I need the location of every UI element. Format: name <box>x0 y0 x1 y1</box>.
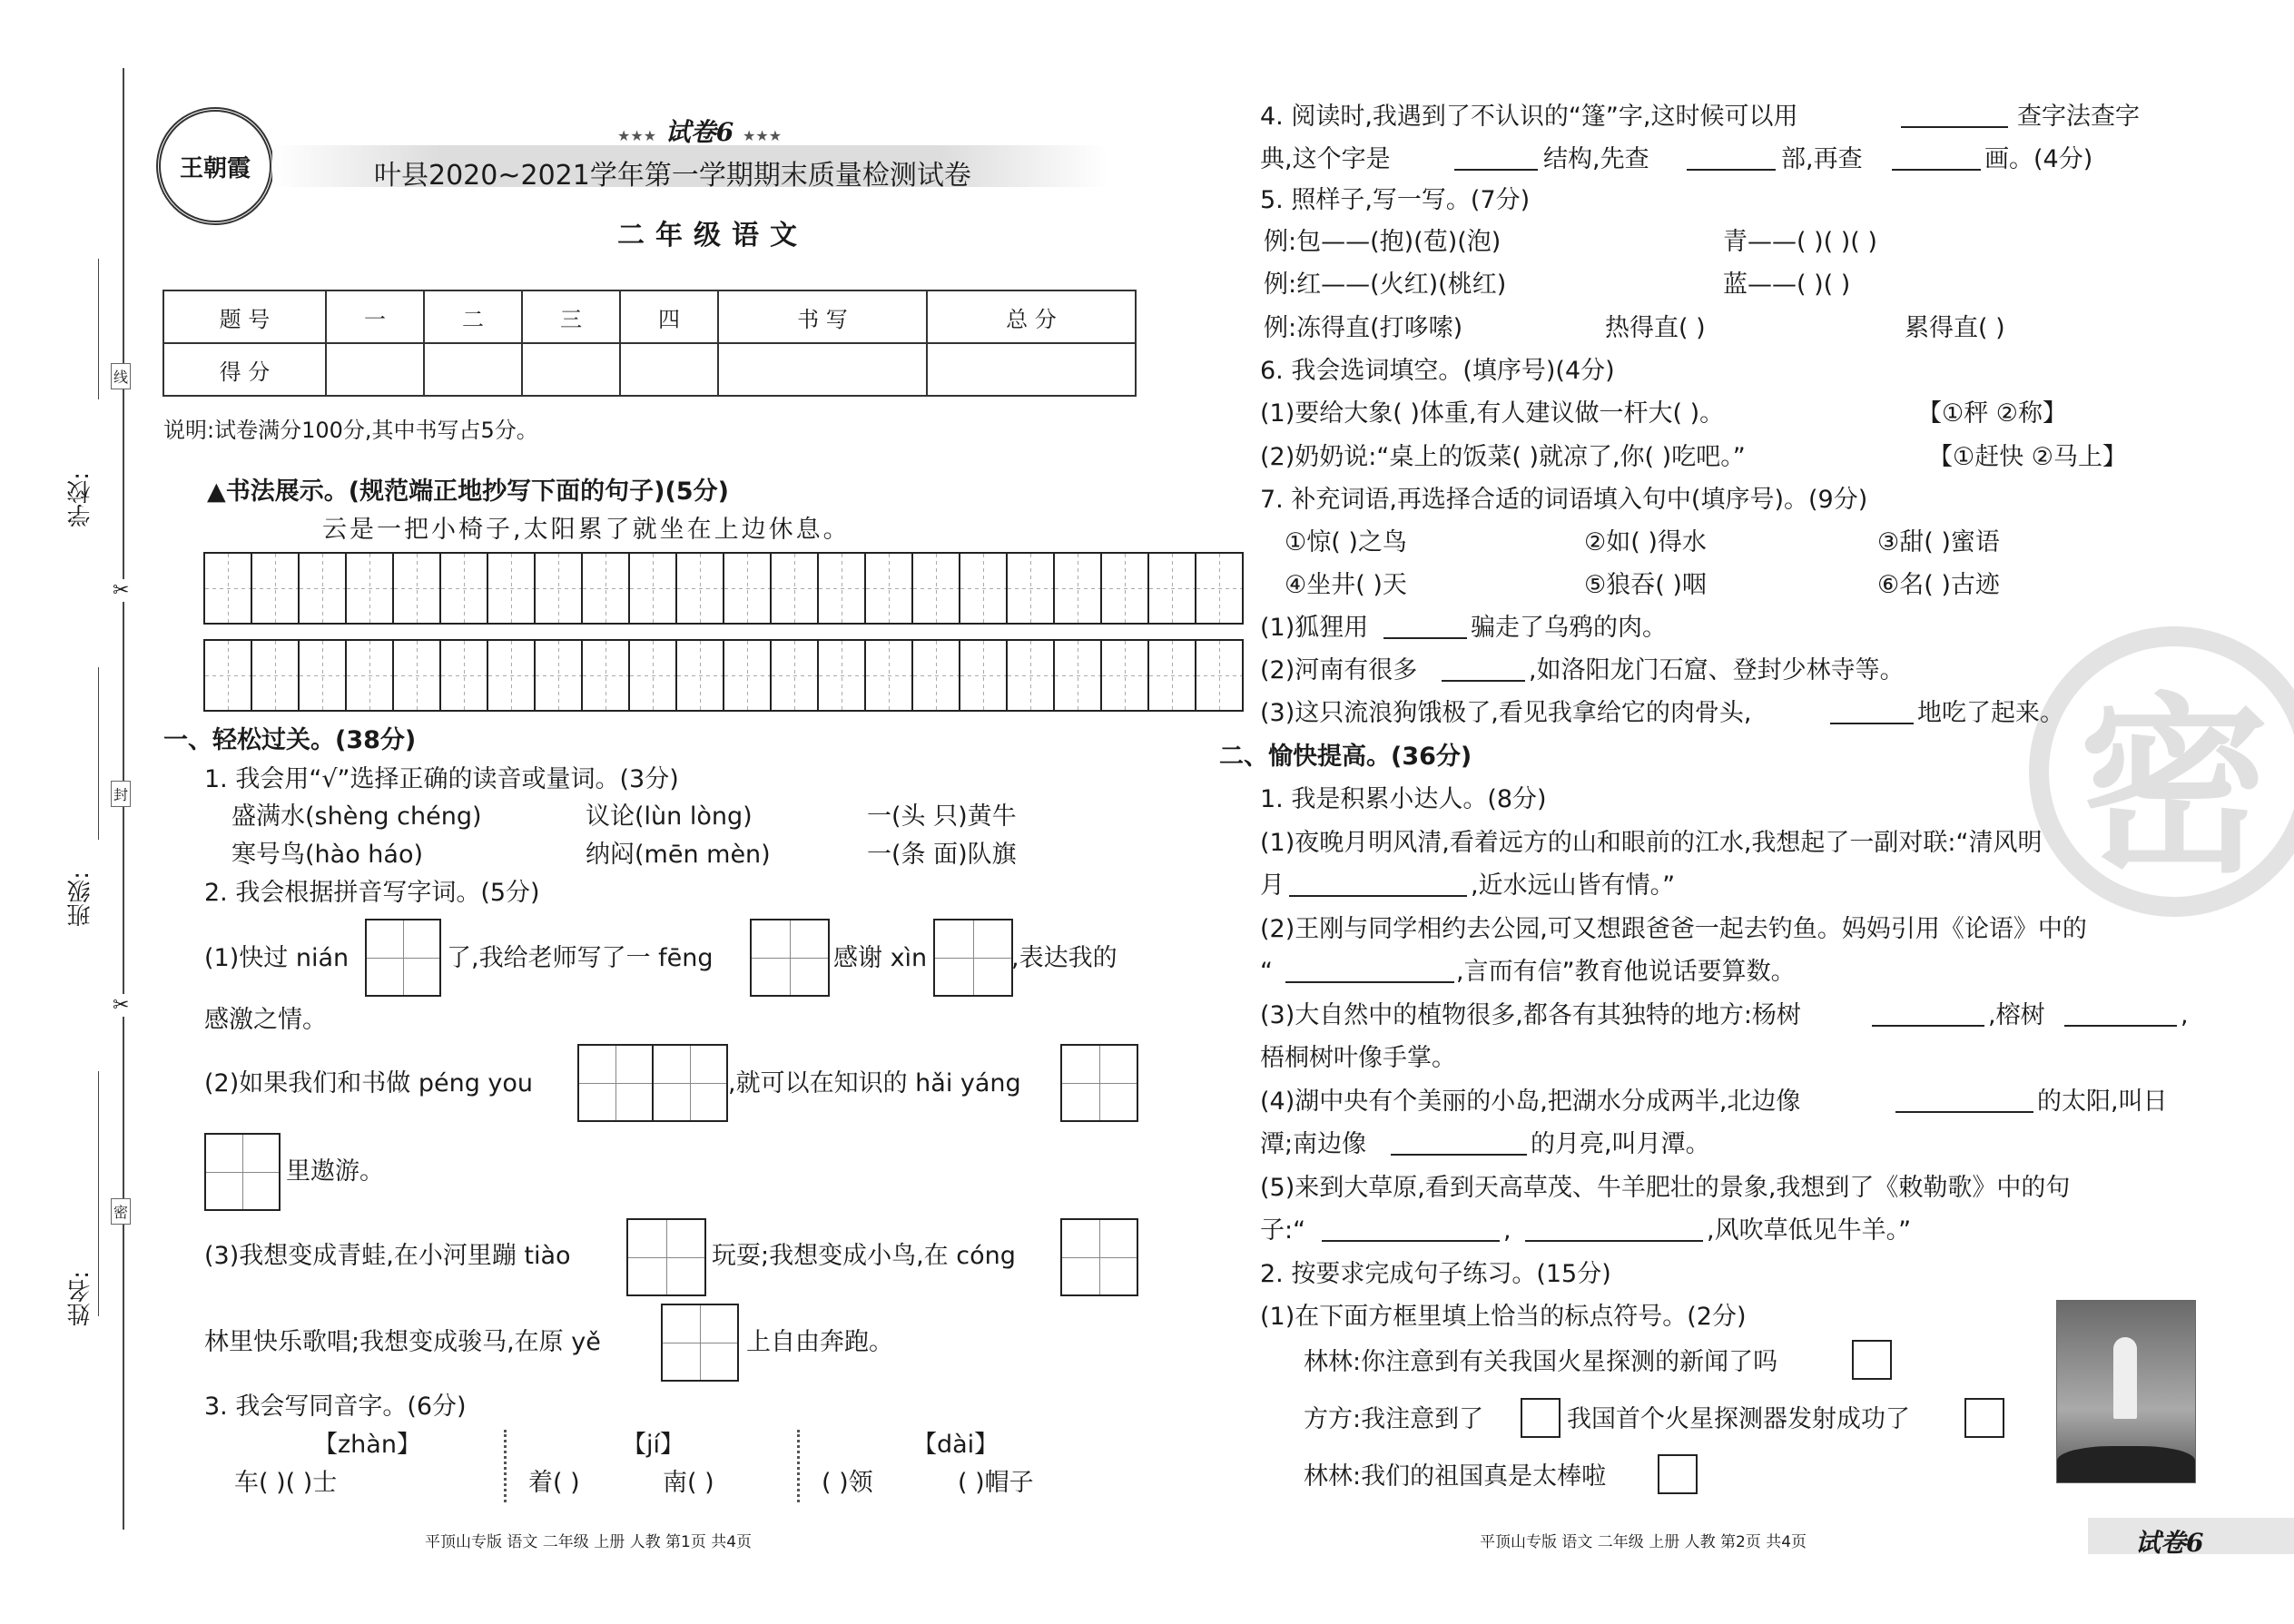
answer-blank[interactable] <box>1442 660 1525 682</box>
q7-sentence: ,如洛阳龙门石窟、登封少林寺等。 <box>1529 656 1905 684</box>
q5-title: 5. 照样子,写一写。(7分) <box>1260 186 1531 214</box>
score-input-cell[interactable] <box>620 343 718 396</box>
q1-item[interactable]: 寒号鸟(hào háo) <box>231 841 424 869</box>
page-tag: 试卷6 <box>2135 1528 2204 1558</box>
part2-text: , <box>2181 1001 2189 1029</box>
tian-box[interactable] <box>365 919 441 997</box>
writing-grid-2[interactable] <box>203 639 1244 712</box>
part2-q1-title: 1. 我是积累小达人。(8分) <box>1260 785 1547 813</box>
part2-text: ,近水远山皆有情。” <box>1471 871 1676 900</box>
seal-mark-seal: 封 <box>111 781 131 807</box>
q2-text: 林里快乐歌唱;我想变成骏马,在原 yě <box>204 1328 601 1356</box>
q5-answer[interactable]: 蓝——( )( ) <box>1723 271 1851 299</box>
q2-text: 感谢 xìn <box>833 944 928 972</box>
q1-item[interactable]: 一(条 面)队旗 <box>867 841 1017 869</box>
score-input-cell[interactable] <box>927 343 1136 396</box>
scissor-icon: ✂ <box>113 994 130 1017</box>
q6-line[interactable]: (1)要给大象( )体重,有人建议做一杆大( )。 <box>1260 399 1725 428</box>
q4-text: 结构,先查 <box>1543 145 1649 173</box>
part2-text: (3)大自然中的植物很多,都各有其独特的地方:杨树 <box>1260 1001 1801 1029</box>
q3-title: 3. 我会写同音字。(6分) <box>204 1393 467 1421</box>
q6-line[interactable]: (2)奶奶说:“桌上的饭菜( )就凉了,你( )吃吧。” <box>1260 443 1746 471</box>
part2-text: ,言而有信”教育他说话要算数。 <box>1456 958 1796 986</box>
q2-text: ,表达我的 <box>1011 944 1117 972</box>
writing-grid-1[interactable] <box>203 552 1244 625</box>
part2-text: ,榕树 <box>1988 1001 2045 1029</box>
answer-blank[interactable] <box>1285 961 1454 983</box>
answer-blank[interactable] <box>1322 1220 1500 1242</box>
part2-text: 子:“ <box>1260 1216 1306 1245</box>
q2-text: (3)我想变成青蛙,在小河里蹦 tiào <box>204 1242 571 1270</box>
score-input-cell[interactable] <box>424 343 522 396</box>
tian-box[interactable] <box>204 1133 281 1211</box>
secret-stamp-watermark: 密 <box>2029 626 2294 917</box>
part2-text: (1)夜晚月明风清,看着远方的山和眼前的江水,我想起了一副对联:“清风明 <box>1260 829 2043 857</box>
table-header-cell: 书 写 <box>718 290 927 343</box>
q1-item[interactable]: 一(头 只)黄牛 <box>867 802 1017 831</box>
table-header-cell: 一 <box>326 290 424 343</box>
answer-blank[interactable] <box>1892 149 1981 171</box>
q5-example: 例:红——(火红)(桃红) <box>1264 271 1507 299</box>
q1-item[interactable]: 盛满水(shèng chéng) <box>231 802 482 831</box>
table-header-cell: 三 <box>522 290 620 343</box>
school-label: 学校: <box>67 472 94 527</box>
calligraphy-title: ▲书法展示。(规范端正地抄写下面的句子)(5分) <box>207 477 729 506</box>
exam-note: 说明:试卷满分100分,其中书写占5分。 <box>163 418 538 443</box>
q7-word[interactable]: ⑤狼吞( )咽 <box>1584 571 1707 599</box>
tian-box[interactable] <box>577 1044 654 1122</box>
part2-text: 的月亮,叫月潭。 <box>1531 1130 1710 1158</box>
q7-sentence: (1)狐狸用 <box>1260 614 1369 642</box>
part2-q2-title: 2. 按要求完成句子练习。(15分) <box>1260 1260 1611 1288</box>
part1-title: 一、轻松过关。(38分) <box>163 726 417 754</box>
score-table <box>162 290 1137 397</box>
q3-answer[interactable]: 南( ) <box>663 1469 714 1497</box>
score-input-cell[interactable] <box>522 343 620 396</box>
q4-text: 画。(4分) <box>1984 145 2093 173</box>
punctuation-box[interactable] <box>1852 1340 1892 1380</box>
q2-title: 2. 我会根据拼音写字词。(5分) <box>204 879 540 907</box>
q7-title: 7. 补充词语,再选择合适的词语填入句中(填序号)。(9分) <box>1260 486 1868 514</box>
punctuation-box[interactable] <box>1964 1398 2004 1438</box>
part2-text: 梧桐树叶像手掌。 <box>1260 1044 1456 1072</box>
calligraphy-sentence: 云是一把小椅子,太阳累了就坐在上边休息。 <box>322 516 851 544</box>
paper-badge: ★★★ 试卷6 ★★★ <box>617 117 783 147</box>
answer-blank[interactable] <box>1391 1134 1527 1156</box>
q6-options: 【①赶快 ②马上】 <box>1928 443 2127 471</box>
q7-word[interactable]: ①惊( )之鸟 <box>1285 528 1407 556</box>
part2-text: 潭;南边像 <box>1260 1130 1367 1158</box>
table-row <box>163 343 1136 396</box>
part2-text: (5)来到大草原,看到天高草茂、牛羊肥壮的景象,我想到了《敕勒歌》中的句 <box>1260 1174 2071 1202</box>
table-header-cell: 四 <box>620 290 718 343</box>
rocket-launch-illustration <box>2056 1300 2196 1483</box>
part2-q2-sub: (1)在下面方框里填上恰当的标点符号。(2分) <box>1260 1303 1747 1331</box>
crowd-silhouette <box>2057 1446 2195 1482</box>
q1-title: 1. 我会用“√”选择正确的读音或量词。(3分) <box>204 765 679 793</box>
table-header-cell: 二 <box>424 290 522 343</box>
tian-box[interactable] <box>661 1304 739 1382</box>
page-subtitle: 二年级语文 <box>617 220 808 251</box>
punctuation-box[interactable] <box>1658 1454 1698 1494</box>
tian-box[interactable] <box>1060 1044 1138 1122</box>
part2-text: (4)湖中央有个美丽的小岛,把湖水分成两半,北边像 <box>1260 1088 1801 1116</box>
footer-right: 平顶山专版 语文 二年级 上册 人教 第2页 共4页 <box>1480 1533 1807 1551</box>
dialogue-line: 林林:你注意到有关我国火星探测的新闻了吗 <box>1304 1348 1778 1376</box>
answer-blank[interactable] <box>2064 1005 2177 1027</box>
q6-options: 【①秤 ②称】 <box>1917 399 2067 428</box>
tian-box[interactable] <box>652 1044 728 1122</box>
part2-text: 的太阳,叫日 <box>2037 1088 2168 1116</box>
q3-answer[interactable]: ( )帽子 <box>958 1469 1034 1497</box>
dialogue-line: 方方:我注意到了 <box>1304 1405 1484 1433</box>
q2-text: ,就可以在知识的 hǎi yáng <box>728 1069 1021 1097</box>
q4-text: 4. 阅读时,我遇到了不认识的“篷”字,这时候可以用 <box>1260 103 1798 131</box>
q4-text: 典,这个字是 <box>1260 145 1391 173</box>
q5-answer[interactable]: 青——( )( )( ) <box>1723 228 1877 256</box>
answer-blank[interactable] <box>1383 617 1467 639</box>
score-input-cell[interactable] <box>326 343 424 396</box>
brand-name: 王朝霞 <box>179 154 251 182</box>
part2-title: 二、愉快提高。(36分) <box>1219 743 1472 771</box>
q2-text: 上自由奔跑。 <box>746 1328 893 1356</box>
score-input-cell[interactable] <box>718 343 927 396</box>
dialogue-line: 我国首个火星探测器发射成功了 <box>1567 1405 1910 1433</box>
q4-text: 查字法查字 <box>2017 103 2140 131</box>
punctuation-box[interactable] <box>1521 1398 1561 1438</box>
q2-text: 玩耍;我想变成小鸟,在 cóng <box>712 1242 1016 1270</box>
tian-box[interactable] <box>626 1218 706 1296</box>
q7-sentence: 骗走了乌鸦的肉。 <box>1471 614 1667 642</box>
brand-logo <box>156 107 274 225</box>
seal-mark-line: 线 <box>111 363 131 389</box>
part2-text: (2)王刚与同学相约去公园,可又想跟爸爸一起去钓鱼。妈妈引用《论语》中的 <box>1260 915 2087 943</box>
part2-text: , <box>1503 1216 1511 1245</box>
part2-text: “ <box>1260 958 1273 986</box>
q2-text: 里遨游。 <box>286 1157 384 1186</box>
table-header-cell: 总 分 <box>927 290 1136 343</box>
answer-blank[interactable] <box>1872 1005 1984 1027</box>
q2-text: (1)快过 nián <box>204 944 350 972</box>
table-row <box>163 290 1136 343</box>
table-header-cell: 题 号 <box>163 290 326 343</box>
q1-item[interactable]: 议论(lùn lòng) <box>586 802 753 831</box>
pinyin-label: 【dài】 <box>912 1431 999 1459</box>
answer-blank[interactable] <box>1525 1220 1703 1242</box>
q5-example: 例:冻得直(打哆嗦) <box>1264 314 1463 342</box>
part2-text: 月 <box>1260 871 1285 900</box>
table-row-label: 得 分 <box>163 343 326 396</box>
q7-word[interactable]: ③甜( )蜜语 <box>1877 528 2000 556</box>
q3-answer[interactable]: 着( ) <box>528 1469 580 1497</box>
q7-word[interactable]: ④坐井( )天 <box>1285 571 1407 599</box>
q5-example: 例:包——(抱)(苞)(泡) <box>1264 228 1501 256</box>
q5-answer[interactable]: 热得直( ) <box>1605 314 1706 342</box>
pinyin-label: 【jí】 <box>622 1431 685 1459</box>
q2-text: 了,我给老师写了一 fēng <box>447 944 714 972</box>
dotted-divider <box>797 1430 800 1502</box>
seal-mark-secret: 密 <box>111 1198 131 1225</box>
dialogue-line: 林林:我们的祖国真是太棒啦 <box>1304 1462 1607 1491</box>
answer-blank[interactable] <box>1901 106 2008 128</box>
tian-box[interactable] <box>750 919 830 997</box>
page-title: 叶县2020~2021学年第一学期期末质量检测试卷 <box>374 160 971 192</box>
part2-text: ,风吹草低见牛羊。” <box>1707 1216 1912 1245</box>
tian-box[interactable] <box>933 919 1013 997</box>
answer-blank[interactable] <box>1289 875 1467 897</box>
q5-answer[interactable]: 累得直( ) <box>1905 314 2005 342</box>
q3-answer[interactable]: 车( )( )士 <box>234 1469 338 1497</box>
answer-blank[interactable] <box>1830 703 1914 724</box>
q7-sentence: 地吃了起来。 <box>1917 699 2064 727</box>
q7-sentence: (3)这只流浪狗饿极了,看见我拿给它的肉骨头, <box>1260 699 1752 727</box>
tian-box[interactable] <box>1060 1218 1138 1296</box>
q3-answer[interactable]: ( )领 <box>822 1469 873 1497</box>
answer-blank[interactable] <box>1687 149 1776 171</box>
scissor-icon: ✂ <box>113 579 130 602</box>
rocket-icon <box>2113 1337 2137 1419</box>
q7-word[interactable]: ⑥名( )古迹 <box>1877 571 2000 599</box>
answer-blank[interactable] <box>1454 149 1538 171</box>
footer-left: 平顶山专版 语文 二年级 上册 人教 第1页 共4页 <box>425 1533 753 1551</box>
dotted-divider <box>504 1430 507 1502</box>
q7-sentence: (2)河南有很多 <box>1260 656 1418 684</box>
q1-item[interactable]: 纳闷(mēn mèn) <box>586 841 771 869</box>
answer-blank[interactable] <box>1895 1091 2033 1113</box>
q2-text: (2)如果我们和书做 péng you <box>204 1069 534 1097</box>
q4-text: 部,再查 <box>1781 145 1863 173</box>
q7-word[interactable]: ②如( )得水 <box>1584 528 1707 556</box>
q2-text: 感激之情。 <box>204 1006 327 1034</box>
pinyin-label: 【zhàn】 <box>313 1431 421 1459</box>
name-label: 姓名: <box>67 1271 94 1326</box>
class-label: 班级: <box>67 871 94 927</box>
q6-title: 6. 我会选词填空。(填序号)(4分) <box>1260 357 1615 385</box>
